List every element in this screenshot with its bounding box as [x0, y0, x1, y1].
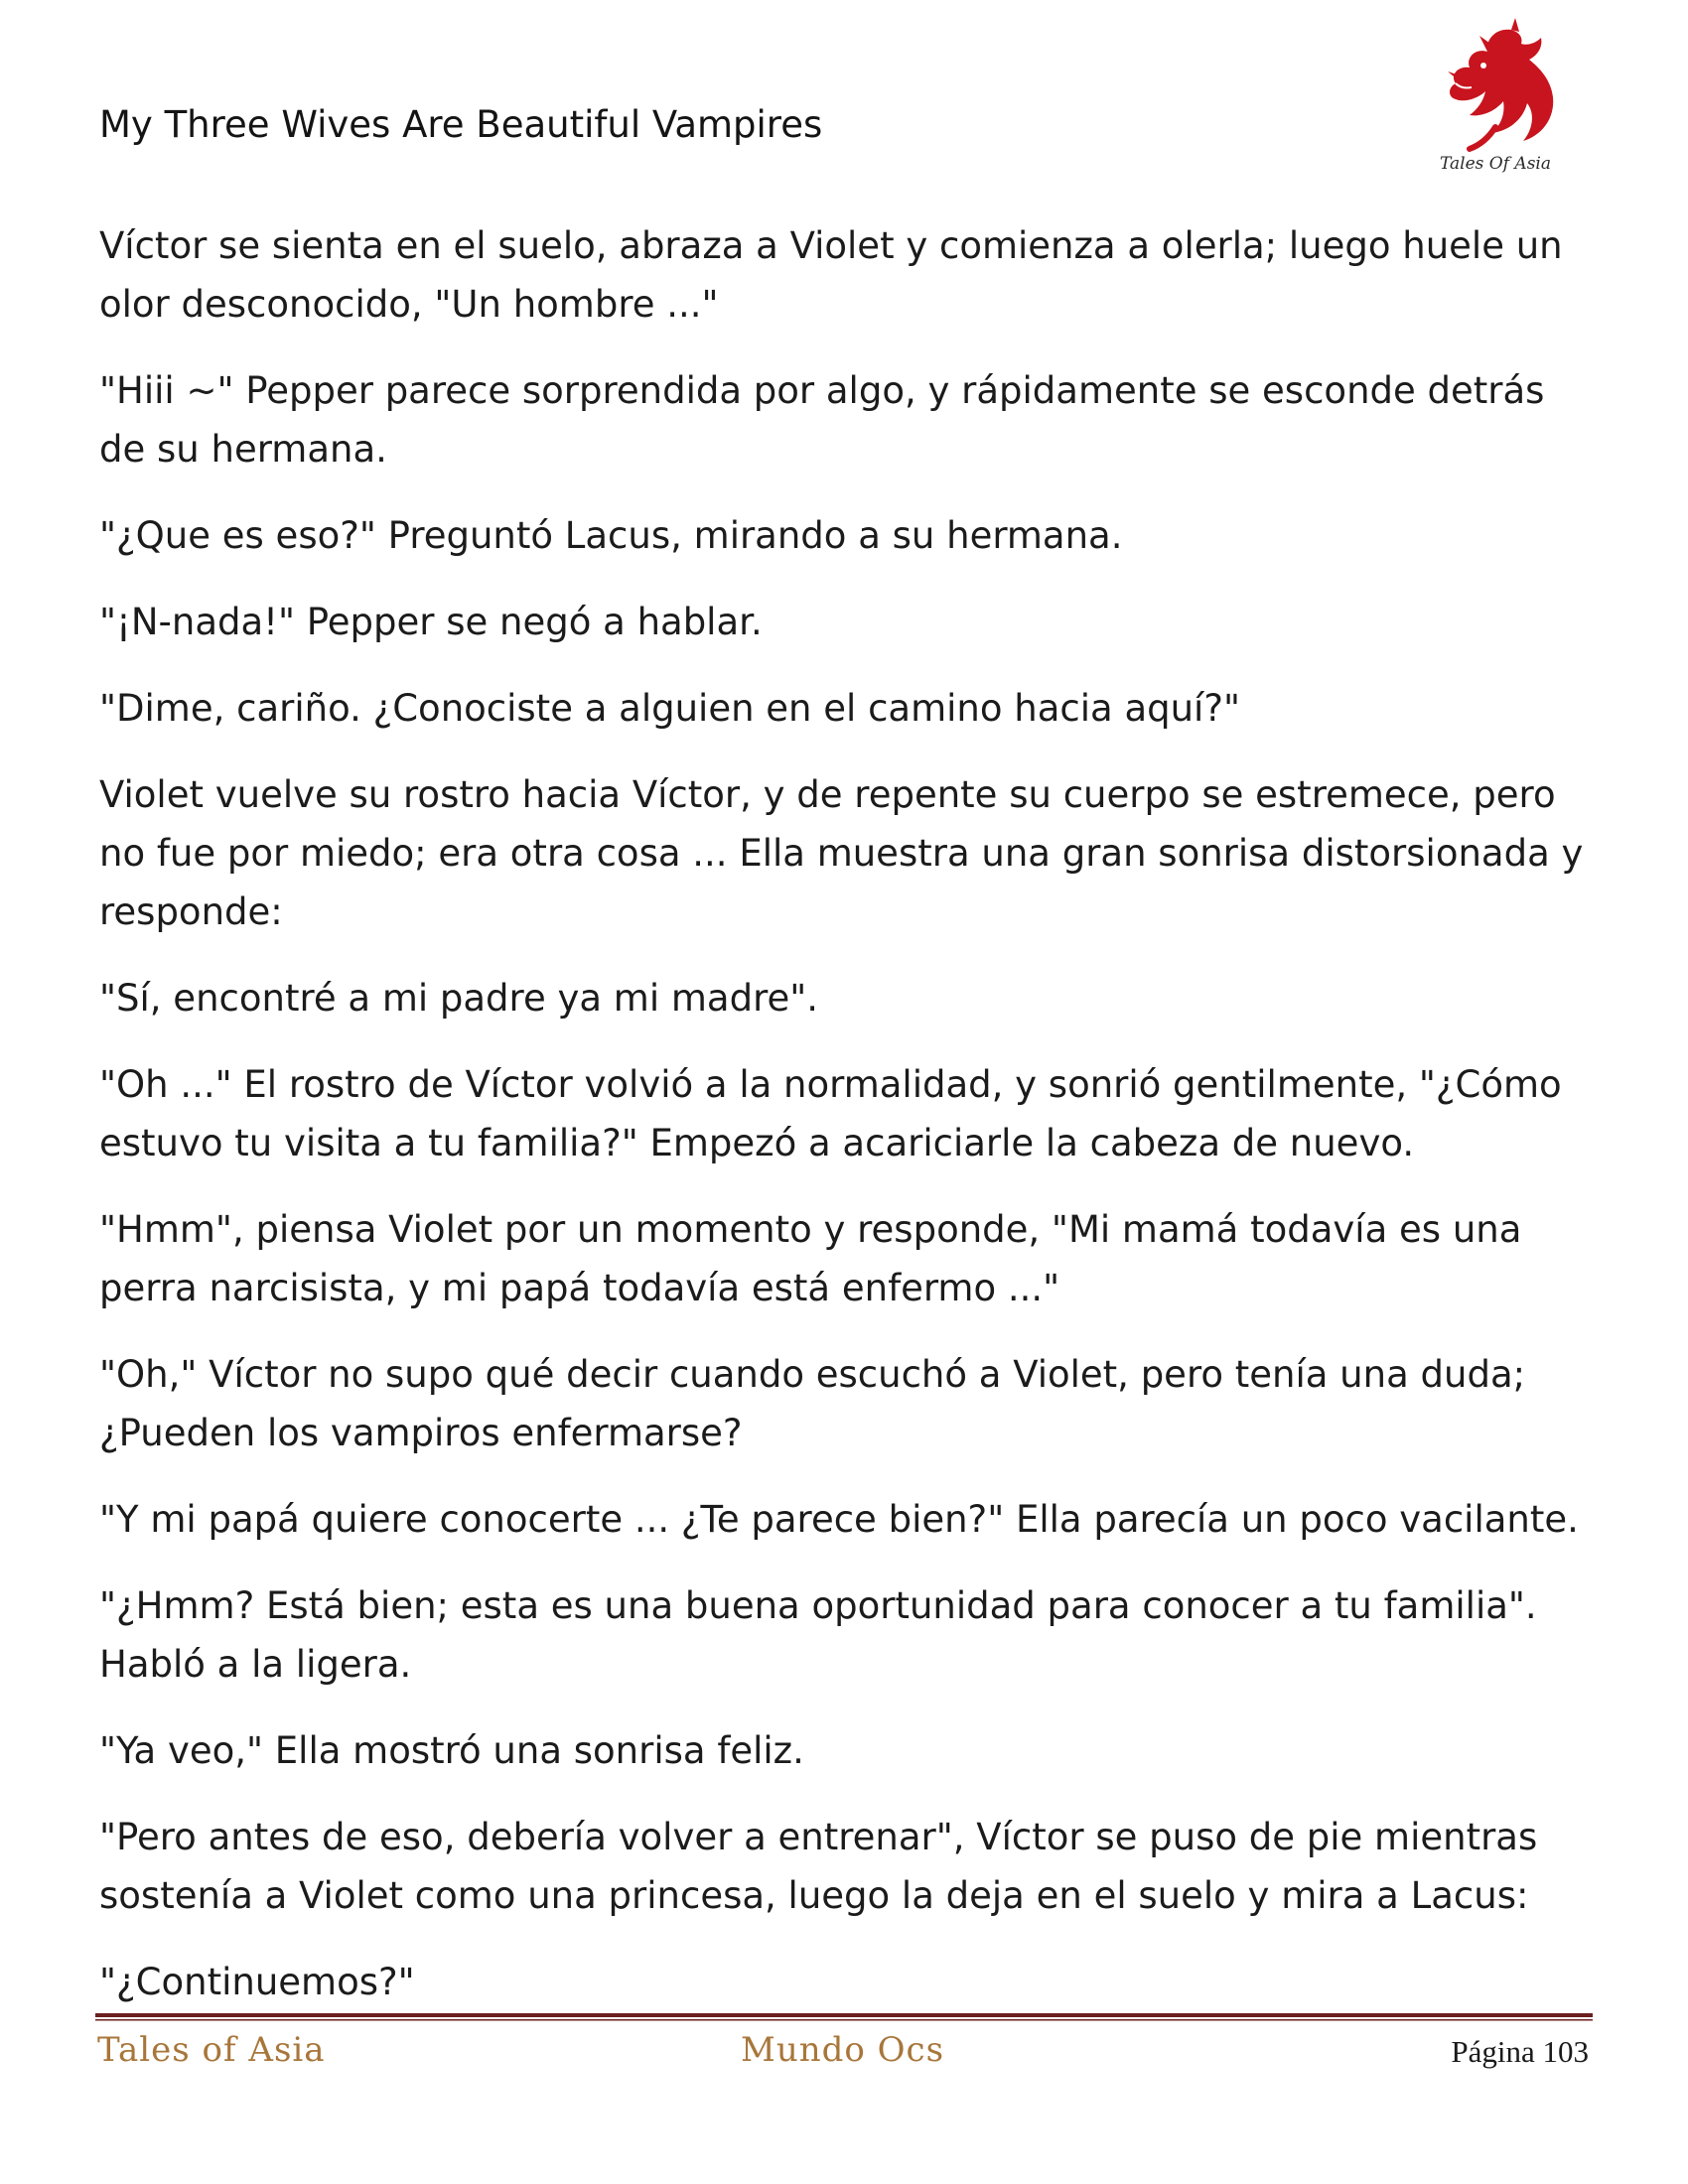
- paragraph: "¡N-nada!" Pepper se negó a hablar.: [99, 601, 763, 643]
- logo-text: Tales Of Asia: [1440, 154, 1551, 174]
- paragraph: Víctor se sienta en el suelo, abraza a Violet y comienza a olerla; luego huele un olor desconocido, "Un hombre ...": [99, 224, 1575, 326]
- paragraph: "Dime, cariño. ¿Conociste a alguien en el camino hacia aquí?": [99, 687, 1240, 730]
- chapter-body: [99, 216, 1596, 2039]
- document-title: My Three Wives Are Beautiful Vampires: [99, 103, 823, 146]
- footer-publisher: Tales of Asia: [97, 2030, 326, 2070]
- page-number: Página 103: [1451, 2034, 1589, 2069]
- paragraph: "¿Continuemos?": [99, 1961, 415, 2003]
- paragraph: "Pero antes de eso, debería volver a entrenar", Víctor se puso de pie mientras sostenía a Violet como una princesa, luego la deja en el suelo y mira a Lacus:: [99, 1816, 1550, 1917]
- paragraph: "Ya veo," Ella mostró una sonrisa feliz.: [99, 1729, 804, 1772]
- paragraph: "Hmm", piensa Violet por un momento y responde, "Mi mamá todavía es una perra narcisista, y mi papá todavía está enfermo ...": [99, 1208, 1534, 1309]
- dragon-logo-icon: [1426, 18, 1565, 187]
- paragraph: Violet vuelve su rostro hacia Víctor, y de repente su cuerpo se estremece, pero no fue por miedo; era otra cosa ... Ella muestra una gran sonrisa distorsionada y responde:: [99, 773, 1596, 933]
- paragraph: "Hiii ~" Pepper parece sorprendida por algo, y rápidamente se esconde detrás de su hermana.: [99, 369, 1557, 471]
- footer-divider: [95, 2013, 1593, 2021]
- paragraph: "Oh ..." El rostro de Víctor volvió a la normalidad, y sonrió gentilmente, "¿Cómo estuvo tu visita a tu familia?" Empezó a acariciarle la cabeza de nuevo.: [99, 1063, 1574, 1164]
- paragraph: "Y mi papá quiere conocerte ... ¿Te parece bien?" Ella parecía un poco vacilante.: [99, 1498, 1579, 1541]
- paragraph: "Sí, encontré a mi padre ya mi madre".: [99, 977, 819, 1020]
- paragraph: "Oh," Víctor no supo qué decir cuando escuchó a Violet, pero tenía una duda; ¿Pueden los vampiros enfermarse?: [99, 1353, 1537, 1454]
- footer-source: Mundo Ocs: [741, 2030, 945, 2070]
- paragraph: "¿Que es eso?" Preguntó Lacus, mirando a su hermana.: [99, 514, 1123, 557]
- paragraph: "¿Hmm? Está bien; esta es una buena oportunidad para conocer a tu familia". Habló a la ligera.: [99, 1584, 1549, 1686]
